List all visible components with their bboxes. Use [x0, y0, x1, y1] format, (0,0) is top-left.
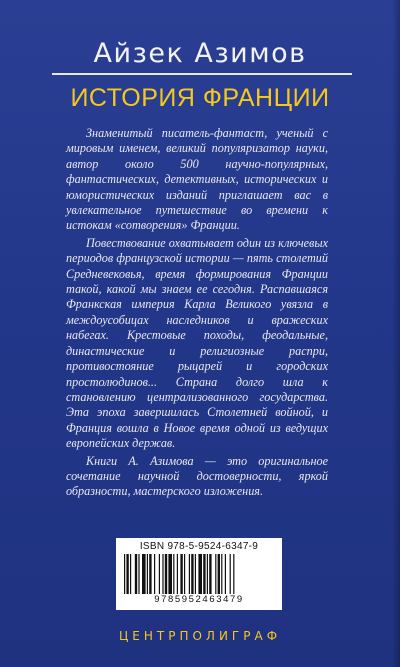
barcode-stripe	[195, 554, 196, 594]
barcode-stripe	[230, 554, 231, 594]
barcode-stripe	[225, 554, 226, 594]
barcode-stripe	[215, 554, 216, 594]
barcode-stripe	[138, 554, 139, 594]
barcode-stripe	[173, 554, 174, 594]
barcode-block	[116, 538, 282, 610]
barcode-stripe	[159, 554, 160, 594]
annotation-text	[66, 126, 328, 502]
barcode-stripe	[218, 554, 220, 594]
barcode-stripe	[191, 554, 193, 594]
book-title: ИСТОРИЯ ФРАНЦИИ	[70, 84, 330, 112]
barcode-icon	[124, 554, 274, 594]
barcode-stripe	[147, 554, 148, 594]
barcode-stripe	[165, 554, 167, 594]
barcode-stripe	[162, 554, 163, 594]
barcode-stripe	[209, 554, 211, 594]
barcode-stripe	[135, 554, 137, 594]
barcode-stripe	[149, 554, 151, 594]
barcode-stripe	[184, 554, 185, 594]
author-name: Айзек Азимов	[93, 38, 307, 69]
barcode-stripe	[198, 554, 202, 594]
barcode-stripe	[168, 554, 172, 594]
annotation-paragraph-2: Повествование охватывает один из ключевых периодов французской истории — пять столетий Средневековья, время формирования Франции такой, какой мы знаем ее сегодня. Распавшаяся Франкская империя Карла Великого увязла в междоусобицах наследников и вражеских набегах. Крестовые походы, феодальные, династические и религиозные распри, противостояние рыцарей и городских простолюдинов... Страна долго шла к становлению централизованного государства. Эта эпоха завершилась Столетней войной, и Франция вошла в Новое время одной из ведущих европейских держав.	[66, 235, 328, 451]
annotation-paragraph-1: Знаменитый писатель-фантаст, ученый с мировым именем, великий популяризатор науки, автор около 500 научно-популярных, фантастических, детективных, исторических и юмористических изданий приглашает вас в увлекательное путешествие во времени к истокам «сотворения» Франции.	[66, 126, 328, 233]
barcode-stripe	[180, 554, 182, 594]
barcode-stripe	[154, 554, 155, 594]
barcode-digits: 9785952463479	[154, 594, 244, 605]
barcode-stripe	[189, 554, 190, 594]
barcode-stripe	[124, 554, 125, 594]
barcode-stripe	[203, 554, 205, 594]
barcode-stripe	[207, 554, 208, 594]
isbn-label: ISBN 978-5-9524-6347-9	[139, 541, 259, 552]
annotation-paragraph-3: Книги А. Азимова — это оригинальное сочетание научной достоверности, яркой образности, мастерского изложения.	[66, 453, 328, 499]
barcode-stripe	[130, 554, 131, 594]
barcode-stripe	[233, 554, 234, 594]
barcode-stripe	[221, 554, 222, 594]
divider-line	[52, 73, 352, 75]
barcode-stripe	[126, 554, 128, 594]
barcode-stripe	[142, 554, 146, 594]
publisher-name: ЦЕНТРПОЛИГРАФ	[118, 629, 282, 643]
barcode-stripe	[177, 554, 178, 594]
